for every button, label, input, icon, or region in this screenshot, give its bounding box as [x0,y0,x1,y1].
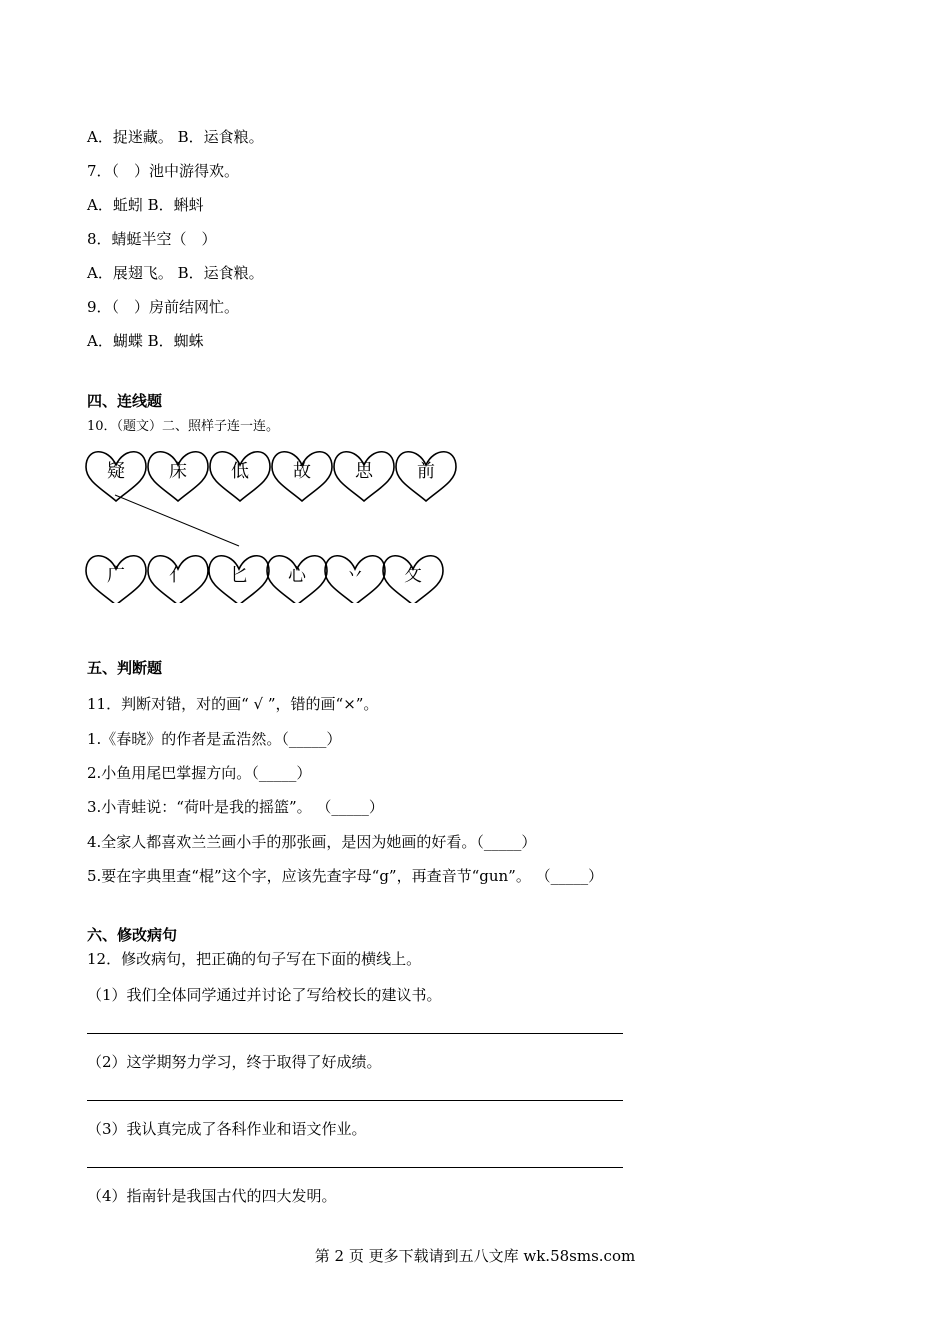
page-footer: 第 2 页 更多下载请到五八文库 wk.58sms.com [314,1247,636,1265]
heart-bottom-1-char: 广 [107,565,125,586]
question-11: 11．判断对错，对的画“ √ ”，错的画“×”。 [87,695,379,713]
heart-bottom-5 [325,556,385,603]
answer-line-2[interactable] [87,1100,623,1101]
answer-line-3[interactable] [87,1167,623,1168]
options-q6: A．捉迷藏。 B．运食粮。 [87,128,264,146]
options-q8: A．展翅飞。 B．运食粮。 [87,264,264,282]
heart-bottom-4-char: 心 [288,565,306,586]
heart-top-6-char: 前 [417,461,435,482]
heart-top-2-char: 床 [169,461,187,482]
judge-item-4: 4.全家人都喜欢兰兰画小手的那张画，是因为她画的好看。（_____） [87,833,537,851]
heart-top-3 [210,452,270,501]
options-q9: A．蝴蝶 B．蜘蛛 [87,332,204,350]
revise-item-1: （1）我们全体同学通过并讨论了写给校长的建议书。 [87,986,442,1004]
heart-bottom-3-char: 匕 [230,565,248,586]
heart-top-4 [272,452,332,501]
judge-item-5: 5.要在字典里查“棍”这个字，应该先查字母“g”，再查音节“gun”。 （_____） [87,867,604,885]
question-9: 9．（ ）房前结网忙。 [87,298,240,316]
hearts-bottom-row [86,556,443,603]
judge-item-3: 3.小青蛙说：“荷叶是我的摇篮”。 （_____） [87,798,384,816]
heart-top-6 [396,452,456,501]
judge-item-2: 2.小鱼用尾巴掌握方向。（_____） [87,764,312,782]
question-8: 8．蜻蜓半空（ ） [87,230,217,248]
hearts-top-row [86,452,456,501]
heart-bottom-6 [383,556,443,603]
revise-item-4: （4）指南针是我国古代的四大发明。 [87,1187,337,1205]
revise-item-3: （3）我认真完成了各科作业和语文作业。 [87,1120,367,1138]
options-q7: A．蚯蚓 B．蝌蚪 [87,196,204,214]
heart-top-1-char: 疑 [107,461,125,482]
question-12: 12．修改病句，把正确的句子写在下面的横线上。 [87,950,422,968]
question-7: 7．（ ）池中游得欢。 [87,162,240,180]
heart-bottom-2 [148,556,208,603]
heart-bottom-1 [86,556,146,603]
heart-bottom-5-char: 丷 [346,565,364,586]
heart-top-4-char: 故 [293,461,311,482]
question-10-text: 10．（题文）二、照样子连一连。 [87,419,280,434]
answer-line-1[interactable] [87,1033,623,1034]
heart-top-1 [86,452,146,501]
heart-bottom-2-char: 亻 [169,565,187,586]
heart-matching-figure [85,443,457,603]
heart-top-2 [148,452,208,501]
heart-bottom-4 [267,556,327,603]
heart-top-3-char: 低 [231,461,249,482]
section-4-title: 四、连线题 [87,392,163,410]
revise-item-2: （2）这学期努力学习，终于取得了好成绩。 [87,1053,382,1071]
heart-top-5 [334,452,394,501]
judge-item-1: 1.《春晓》的作者是孟浩然。（_____） [87,730,342,748]
heart-top-5-char: 思 [355,461,373,482]
heart-bottom-6-char: 攵 [404,565,422,586]
section-6-title: 六、修改病句 [87,926,178,944]
example-connecting-line [115,495,239,546]
heart-bottom-3 [209,556,269,603]
section-5-title: 五、判断题 [87,659,163,677]
question-10 [87,415,279,437]
